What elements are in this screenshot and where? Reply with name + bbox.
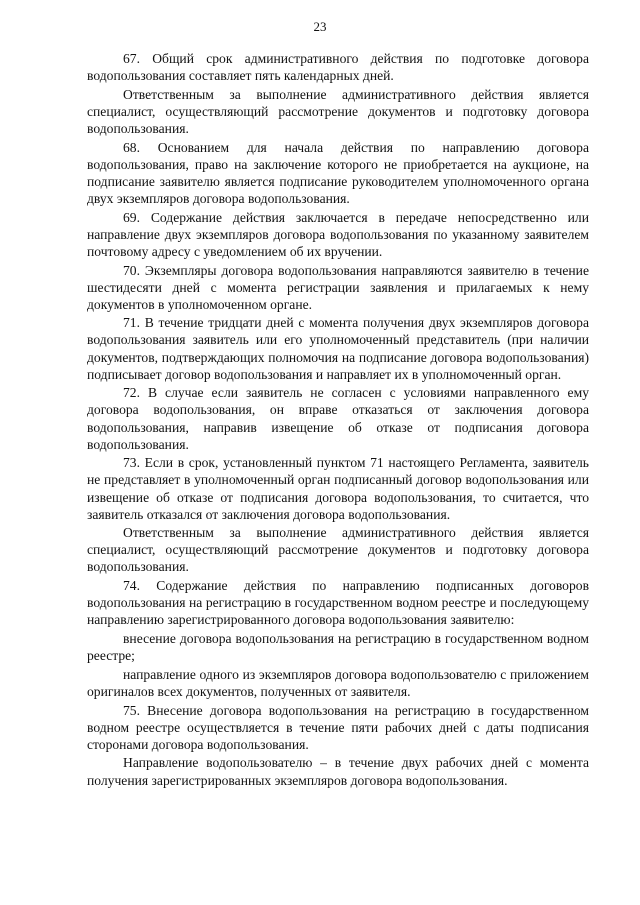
- paragraph-74-item-2: направление одного из экземпляров договора водопользователю с приложением оригиналов всех документов, полученных от заявителя.: [87, 666, 589, 699]
- paragraph-67: 67. Общий срок административного действия по подготовке договора водопользования составляет пять календарных дней.: [87, 51, 589, 84]
- paragraph-69: 69. Содержание действия заключается в передаче непосредственно или направление двух экземпляров договора водопользования по указанному заявителем почтовому адресу с уведомлением об их вручении.: [87, 209, 589, 259]
- paragraph-68: 68. Основанием для начала действия по направлению договора водопользования, право на заключение которого не приобретается на аукционе, на подписание заявителю является подписание руководителем уполномоченного органа двух экземпляров договора водопользования.: [87, 139, 589, 206]
- paragraph-70: 70. Экземпляры договора водопользования направляются заявителю в течение шестидесяти дней с момента регистрации заявления и прилагаемых к нему документов в уполномоченном органе.: [87, 262, 589, 312]
- paragraph-75-continuation: Направление водопользователю – в течение двух рабочих дней с момента получения зарегистрированных экземпляров договора водопользования.: [87, 755, 589, 788]
- paragraph-73: 73. Если в срок, установленный пунктом 71 настоящего Регламента, заявитель не представляет в уполномоченный орган подписанный договор водопользования или извещение об отказе от подписания договора водопользования, то считается, что заявитель отказался от заключения договора водопользования.: [87, 455, 589, 522]
- paragraph-74-item-1: внесение договора водопользования на регистрацию в государственном водном реестре;: [87, 631, 589, 664]
- paragraph-71: 71. В течение тридцати дней с момента получения двух экземпляров договора водопользования заявитель или его уполномоченный представитель (при наличии документов, подтверждающих полномочия на подписание договора водопользования) подписывает договор водопользования и направляет их в уполномоченный орган.: [87, 315, 589, 382]
- paragraph-72: 72. В случае если заявитель не согласен с условиями направленного ему договора водопользования, он вправе отказаться от заключения договора водопользования, направив извещение об отказе от подписания договора водопользования.: [87, 385, 589, 452]
- page-number: 23: [313, 19, 327, 34]
- paragraph-responsible-2: Ответственным за выполнение административного действия является специалист, осуществляющий рассмотрение документов и подготовку договора водопользования.: [87, 525, 589, 575]
- paragraph-74: 74. Содержание действия по направлению подписанных договоров водопользования на регистрацию в государственном водном реестре и последующему направлению зарегистрированного договора водопользования заявителю:: [87, 578, 589, 628]
- document-body: [87, 50, 589, 790]
- paragraph-75: 75. Внесение договора водопользования на регистрацию в государственном водном реестре осуществляется в течение пяти рабочих дней с даты подписания сторонами договора водопользования.: [87, 702, 589, 752]
- paragraph-responsible-1: Ответственным за выполнение административного действия является специалист, осуществляющий рассмотрение документов и подготовку договора водопользования.: [87, 86, 589, 136]
